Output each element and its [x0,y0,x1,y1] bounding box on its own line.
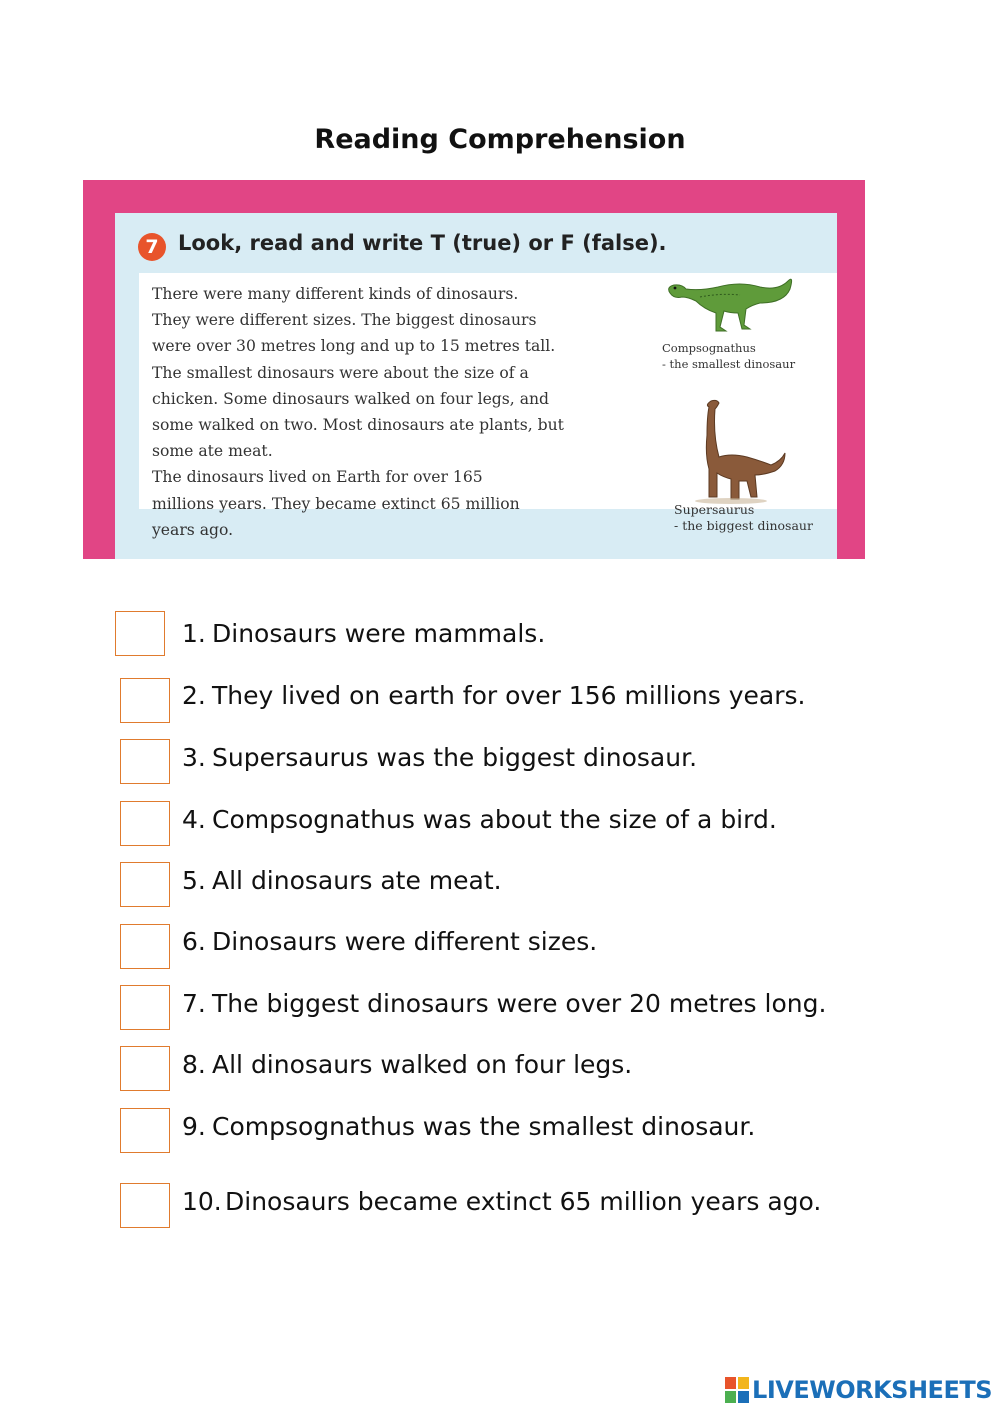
task-instruction: Look, read and write T (true) or F (false). [178,231,667,255]
supersaurus-illustration [691,395,787,505]
question-text: All dinosaurs walked on four legs. [212,1050,633,1079]
question-number: 1. [182,619,206,648]
question-number: 4. [182,805,206,834]
answer-box[interactable] [120,1046,170,1091]
question-number: 8. [182,1050,206,1079]
brand-name: LIVEWORKSHEETS [752,1376,992,1404]
question-text: They lived on earth for over 156 millions years. [212,681,806,710]
question-text: Dinosaurs became extinct 65 million years ago. [225,1187,822,1216]
question-number: 7. [182,989,206,1018]
passage-line: chicken. Some dinosaurs walked on four legs, and [152,389,550,408]
answer-box[interactable] [120,1183,170,1228]
passage-line: some walked on two. Most dinosaurs ate plants, but [152,416,564,435]
liveworksheets-brand [725,1376,992,1404]
supersaurus-caption [674,502,813,534]
passage-line: The smallest dinosaurs were about the size of a [152,363,529,382]
passage-line: years ago. [152,520,234,539]
reading-passage [152,281,632,543]
question-number: 5. [182,866,206,895]
answer-box[interactable] [120,801,170,846]
question-text: Supersaurus was the biggest dinosaur. [212,743,698,772]
answer-box[interactable] [120,985,170,1030]
question-number: 2. [182,681,206,710]
passage-line: The dinosaurs lived on Earth for over 165 [152,468,483,487]
question-number: 10. [182,1187,222,1216]
passage-line: were over 30 metres long and up to 15 metres tall. [152,337,556,356]
answer-box[interactable] [120,678,170,723]
passage-line: millions years. They became extinct 65 million [152,494,520,513]
answer-box[interactable] [115,611,165,656]
compsognathus-illustration [660,269,800,339]
caption-name: Supersaurus [674,502,755,517]
passage-line: some ate meat. [152,442,273,461]
question-number: 6. [182,927,206,956]
answer-box[interactable] [120,1108,170,1153]
caption-desc: - the biggest dinosaur [674,518,813,533]
caption-desc: - the smallest dinosaur [662,357,796,371]
caption-name: Compsognathus [662,341,756,355]
liveworksheets-logo-icon [725,1377,749,1403]
compsognathus-caption [662,340,795,372]
passage-line: There were many different kinds of dinosaurs. [152,285,519,303]
question-text: Compsognathus was about the size of a bird. [212,805,777,834]
answer-box[interactable] [120,862,170,907]
question-number: 3. [182,743,206,772]
answer-box[interactable] [120,924,170,969]
question-text: Compsognathus was the smallest dinosaur. [212,1112,756,1141]
question-text: Dinosaurs were mammals. [212,619,546,648]
page-title: Reading Comprehension [314,124,686,155]
question-text: Dinosaurs were different sizes. [212,927,598,956]
exercise-panel [115,213,837,559]
task-number-badge: 7 [138,233,166,261]
question-text: The biggest dinosaurs were over 20 metres long. [212,989,827,1018]
question-number: 9. [182,1112,206,1141]
question-text: All dinosaurs ate meat. [212,866,502,895]
passage-line: They were different sizes. The biggest dinosaurs [152,311,537,330]
answer-box[interactable] [120,739,170,784]
